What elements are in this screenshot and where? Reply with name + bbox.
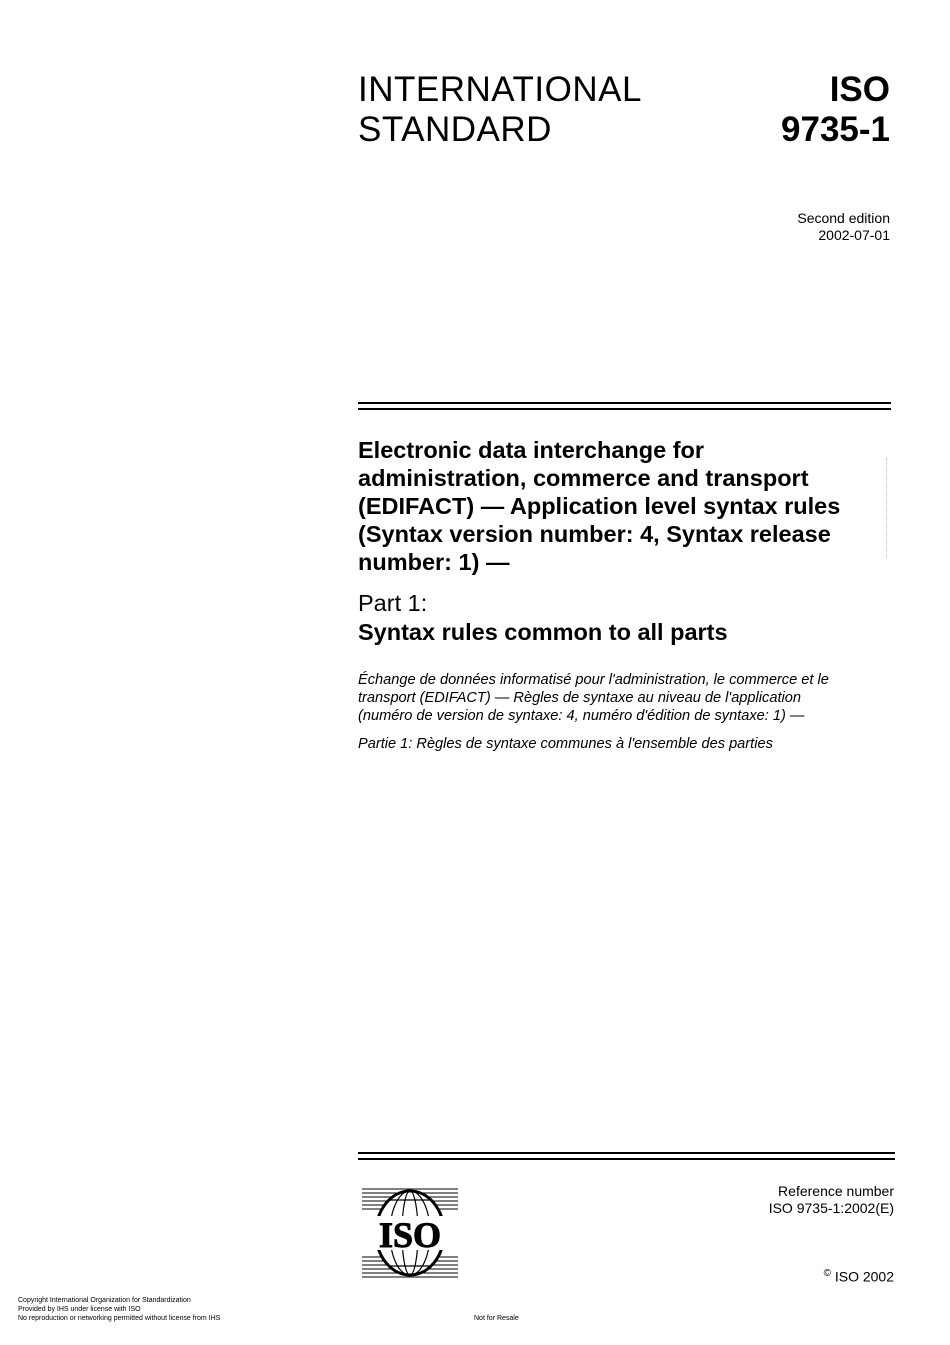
standard-number [781, 70, 890, 150]
standard-number-value: 9735-1 [781, 110, 890, 149]
edition-date: 2002-07-01 [818, 227, 890, 243]
license-line: Provided by IHS under license with ISO [18, 1306, 141, 1313]
iso-logo-icon [360, 1186, 460, 1280]
standard-org: ISO [829, 70, 890, 109]
french-title-line: transport (EDIFACT) — Règles de syntaxe au niveau de l'application [358, 690, 801, 706]
license-footer [18, 1296, 220, 1323]
main-title-line: (EDIFACT) — Application level syntax rules [358, 493, 841, 519]
reference-value: ISO 9735-1:2002(E) [768, 1200, 894, 1216]
main-title [358, 436, 888, 576]
license-line: No reproduction or networking permitted without license from IHS [18, 1315, 221, 1322]
copyright-text: ISO 2002 [830, 1268, 894, 1285]
copyright-notice [824, 1265, 894, 1286]
license-line: Copyright International Organization for Standardization [18, 1297, 191, 1304]
part-title: Syntax rules common to all parts [358, 619, 728, 645]
reference-label: Reference number [778, 1183, 894, 1199]
main-title-line: Electronic data interchange for [358, 437, 705, 463]
french-title-line: Échange de données informatisé pour l'administration, le commerce et le [358, 672, 829, 688]
french-part-title: Partie 1: Règles de syntaxe communes à l'ensemble des parties [358, 736, 773, 752]
part-label: Part 1: [358, 590, 428, 616]
document-type-line1: INTERNATIONAL [358, 70, 642, 109]
french-title [358, 671, 888, 725]
edition-label: Second edition [797, 210, 890, 226]
margin-marks [882, 458, 887, 558]
document-type-line2: STANDARD [358, 110, 552, 149]
edition-info [797, 210, 890, 244]
top-divider [358, 402, 891, 410]
main-title-line: number: 1) — [358, 549, 510, 575]
iso-logo-text: ISO [378, 1215, 442, 1255]
main-title-line: (Syntax version number: 4, Syntax release [358, 521, 831, 547]
copyright-symbol: © [823, 1268, 831, 1279]
resale-notice: Not for Resale [474, 1315, 519, 1322]
document-type [358, 70, 642, 150]
bottom-divider [358, 1152, 895, 1160]
main-title-line: administration, commerce and transport [358, 465, 809, 491]
french-title-line: (numéro de version de syntaxe: 4, numéro d'édition de syntaxe: 1) — [358, 708, 805, 724]
reference-number [769, 1183, 894, 1217]
